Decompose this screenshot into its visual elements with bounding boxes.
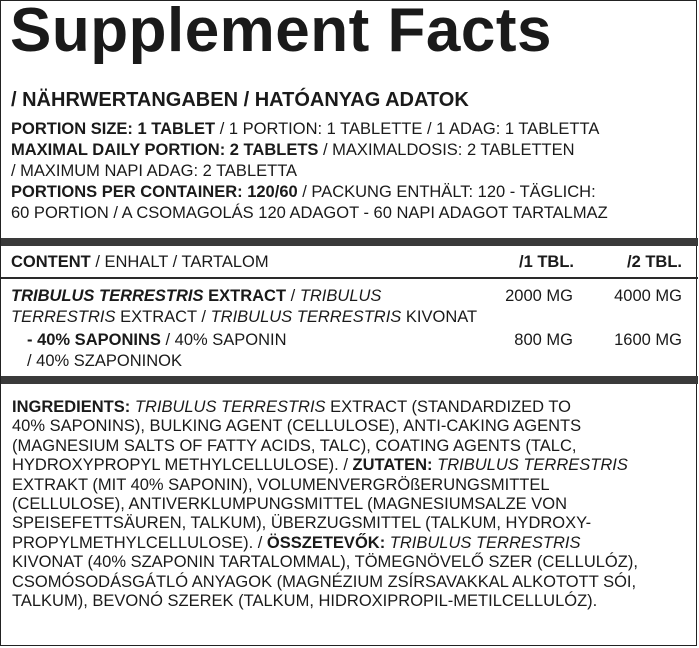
table-row-tribulus-line-2	[11, 308, 477, 327]
ingredients-text: PROPYLMETHYLCELLULOSE). /	[12, 533, 263, 552]
ingredients-text: KIVONAT (40% SZAPONIN TARTALOMMAL), TÖMEGNÖVELŐ SZER (CELLULÓZ),	[12, 553, 638, 572]
thick-divider	[1, 376, 698, 384]
value-1-tbl: 2000 MG	[505, 287, 573, 305]
ingredient-name-text: KIVONAT	[405, 308, 478, 326]
portion-size-rest: / 1 PORTION: 1 TABLETTE / 1 ADAG: 1 TABLETTA	[219, 120, 600, 138]
value-2-tbl: 1600 MG	[614, 331, 682, 349]
column-header-1-tbl: /1 TBL.	[518, 253, 574, 271]
ingredients-text: CSOMÓSODÁSGÁTLÓ ANYAGOK (MAGNÉZIUM ZSÍRSAVAKKAL ALKOTOTT SÓI,	[12, 572, 637, 591]
ingredients-text: EXTRAKT (MIT 40% SAPONIN), VOLUMENVERGRÖßERUNGSMITTEL	[12, 475, 550, 494]
ingredients-text: TALKUM), BEVONÓ SZEREK (TALKUM, HIDROXIPROPIL-METILCELLULÓZ).	[12, 592, 598, 611]
per-container-label: PORTIONS PER CONTAINER: 120/60	[11, 183, 298, 201]
ingredients-label: INGREDIENTS:	[12, 398, 131, 416]
osszetevok-label: ÖSSZETEVŐK:	[266, 533, 386, 552]
ingredients-text: HYDROXYPROPYL METHYLCELLULOSE). /	[12, 456, 348, 475]
max-daily-line-2: / MAXIMUM NAPI ADAG: 2 TABLETTA	[11, 162, 298, 180]
saponins-name-bold: - 40% SAPONINS	[27, 331, 161, 349]
portion-size-line	[11, 120, 599, 139]
zutaten-label: ZUTATEN:	[352, 456, 433, 475]
value-1-tbl: 800 MG	[514, 331, 573, 349]
per-container-line	[11, 183, 596, 202]
max-daily-line	[11, 141, 575, 160]
page-title: Supplement Facts	[10, 0, 552, 65]
header-divider	[1, 277, 698, 279]
ingredient-name-text: EXTRACT /	[120, 308, 206, 326]
saponins-name-text: / 40% SAPONIN	[165, 331, 287, 349]
subtitle: / NÄHRWERTANGABEN / HATÓANYAG ADATOK	[11, 89, 469, 111]
ingredient-name-italic: TRIBULUS TERRESTRIS	[210, 308, 402, 326]
content-header-bold: CONTENT	[11, 253, 91, 271]
ingredients-italic: TRIBULUS TERRESTRIS	[389, 533, 581, 552]
per-container-line-2: 60 PORTION / A CSOMAGOLÁS 120 ADAGOT - 60 NAPI ADAGOT TARTALMAZ	[11, 204, 608, 222]
max-daily-label: MAXIMAL DAILY PORTION: 2 TABLETS	[11, 141, 319, 159]
ingredients-text: 40% SAPONINS), BULKING AGENT (CELLULOSE), ANTI-CAKING AGENTS	[12, 417, 582, 436]
ingredient-name-bold: EXTRACT	[208, 287, 287, 305]
ingredients-text: SPEISEFETTSÄUREN, TALKUM), ÜBERZUGSMITTEL (TALKUM, HYDROXY-	[12, 514, 592, 533]
per-container-rest: / PACKUNG ENTHÄLT: 120 - TÄGLICH:	[302, 183, 596, 201]
column-header-2-tbl: /2 TBL.	[626, 253, 682, 271]
table-row-tribulus-line-1	[11, 287, 381, 306]
ingredients-italic: TRIBULUS TERRESTRIS	[134, 398, 326, 416]
ingredients-block	[12, 398, 699, 611]
portion-size-label: PORTION SIZE: 1 TABLET	[11, 120, 216, 138]
content-header-rest: / ENHALT / TARTALOM	[95, 253, 269, 271]
ingredient-name-italic: TERRESTRIS	[11, 308, 116, 326]
table-row-saponins-line-2: / 40% SZAPONINOK	[27, 352, 182, 370]
content-header	[11, 253, 269, 272]
ingredients-italic: TRIBULUS TERRESTRIS	[437, 456, 628, 475]
ingredients-text: (CELLULOSE), ANTIVERKLUMPUNGSMITTEL (MAGNESIUMSALZE VON	[12, 495, 567, 514]
separator-text: /	[290, 287, 296, 305]
table-row-saponins-line-1	[27, 331, 287, 350]
max-daily-rest: / MAXIMALDOSIS: 2 TABLETTEN	[323, 141, 575, 159]
ingredient-name-bold-italic: TRIBULUS TERRESTRIS	[11, 287, 204, 305]
ingredient-name-italic: TRIBULUS	[299, 287, 382, 305]
ingredients-text: (MAGNESIUM SALTS OF FATTY ACIDS, TALC), COATING AGENTS (TALC,	[12, 436, 577, 455]
ingredients-text: EXTRACT (STANDARDIZED TO	[330, 398, 571, 416]
thick-divider	[1, 238, 698, 246]
value-2-tbl: 4000 MG	[614, 287, 682, 305]
